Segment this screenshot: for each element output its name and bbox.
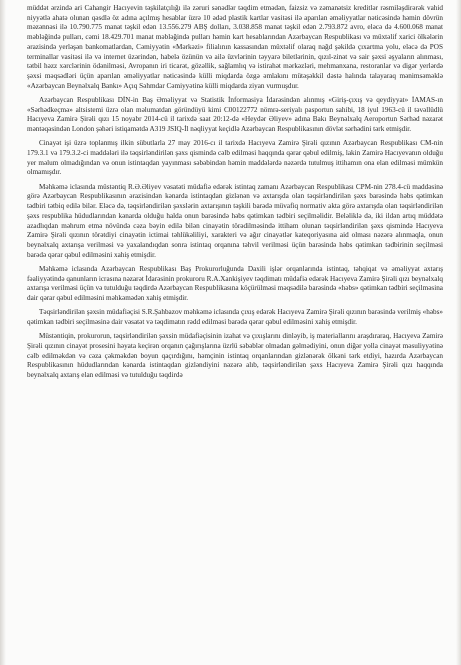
paragraph-border-crossing: Azərbaycan Respublikası DİN-in Baş Əməliyyat və Statistik İnformasiya İdarəsindən alınmış «Giriş-çıxış və qeydiyyat» İAMAS-ın «Sərhədkeçmə» altsistemi üzrə olan məlumatdan göründüyü kimi C00122772 nömrə-seriyalı pasportun sahibi, 18 iyul 1963-cü il təvəllüdlü Hacıyeva Zamirə Şirəli qızı 15 noyabr 2014-cü il tarixdə saat 20:12-də «Heydər Əliyev» adına Bakı Beynəlxalq Aeroportun Sərhəd nəzarət məntəqəsindən London şəhəri istiqamətdə A319 JSIQ-İl nəqliyyat keçidlə Azərbaycan Respublikasının dövlət sərhədini tərk etmişdir. — [27, 95, 443, 134]
paragraph-prosecutor-motion: Məhkəmə iclasında Azərbaycan Respublikası Baş Prokurorluğunda Daxili işlər orqanlarında istintaq, təhqiqat və əməliyyat axtarış fəaliyyətində qanunların icrasına nəzarət İdarəsinin prokuroru R.A.Xankişiyev təqdimatı müdafiə edərək Hacıyeva Zamirə Şirəli qızı beynəlxalq axtarışa verilməsi üçün və tutulduğu təqdirdə Azərbaycan Respublikasına köçürülməsi məqsədilə barəsində «həbs» qətimkan tədbiri seçilməsina dair qərar qəbul edilməsini məhkəmədən xahiş etmişdir. — [27, 264, 443, 303]
paragraph-criminal-case: Cinayət işi üzrə toplanmış ilkin sübutlarla 27 may 2016-cı il tarixdə Hacıyeva Zamirə Şirəli qızının Azərbaycan Respublikası CM-nin 179.3.1 və 179.3.2-ci maddələri ilə təqsirləndirilən şəxs qismində cəlb edilməsi haqqında qərar qəbul edilmiş, lakin Zamirə Hacıyevanın olduğu yer məlum olmadığından və onun istintaqdan yayınması səbəbindən həmin maddələrdə nəzərdə tutulmuş ittihamın ona elan edilməsi mümkün olmamışdır. — [27, 139, 443, 177]
paragraph-investigator-motion: Məhkəmə iclasında müstəntiq R.Ə.Əliyev vəsatəti müdafiə edərək istintaq zamanı Azərbaycan Respublikası CPM-nin 278.4-cü maddəsinə görə Azərbaycan Respublikasının ərazisindən kənarda istintaqdan gizlənən və axtarışda olan təqsirləndirilən şəxs barəsində həbs qətimkan tədbiri tətbiq edilə bilər. Eləcə də, təqsirləndirilən şəxslərin axtarışının təşkili barədə müvafiq normativ akta görə axtarışda olan təqsirləndirilən şəxs respublika hüdudlarından kənarda olduğu halda onun barəsində həbs qətimkan tədbiri seçilməlidir. Beləliklə də, iki ildən artıq müddətə azadlıqdan məhrum etmə növündə cəza bəyin edilə bilən cinayətin törədilməsində ittiham olunan təqsirləndirilən şəxs qismində Hacıyeva Zamirə Şirəli qızının törətdiyi cinayətin ictimai təhlükəliliyi, xarakteri və ağır cinayətlər kateqoriyasına aid olması nəzərə alınmaqla, onun beynəlxalq axtarışa verilməsi və yaxalandıqdan sonra istintaq orqanına təhvil verilməsi üçün barəsində həbs qətimkan tədbirinin seçilməsi barədə qərar qəbul edilməsini xahiş etmişdir. — [27, 182, 443, 259]
paragraph-court-finding: Müstəntiqin, prokurorun, təqsirləndirilən şəxsin müdafiəçisinin izahat və çıxışlarını dinləyib, iş materiallarını araşdıraraq, Hacıyeva Zamirə Şirəli qızının cinayət prosesini həyata keçirən orqanın çağırışlarına üzrlü səbəblər olmadan gəlmədiyini, onun diğər yolla cinayət məsuliyyətinə cəlb edilməkdən və cəza çəkməkdən boyun qaçırdığını, həmçinin istintaq orqanlarından gizlənərək ölkəni tərk etdiyi, hazırda Azərbaycan Respublikasının hüdudlarından kənarda istintaqdan gizləndiyini nəzərə alıb, təqsirləndirilən şəxs Hacıyeva Zamirə Şirəli qızı haqqında beynəlxalq axtarış elan edilməsi və tutulduğu təqdirdə — [27, 332, 443, 380]
paragraph-account-transactions: müddət ərzində ari Cahangir Hacıyevin təşkilatçılığı ilə zəruri sənədlər təqdim etmədən, faizsiz və zəmanətsiz kreditlər rəsmiləşdirərək vahid niyyətlə ahatə olunan qəsdlə öz adına açılmış hesablar üzrə 10 ədəd plastik kartlar vasitəsi ilə aparılan əməliyyatlar nəticəsində həmin dövrün məzənnəsi ilə 10.790.775 manat təşkil edən 13.556.279 ABŞ dolları, 3.038.858 manat təşkil edən 2.793.872 avro, eləcə də 4.600.068 manat məbləğində pulları, cəmi 18.429.701 manat məbləğində pulları həmin kart hesablarından Azərbaycan Respublikası və müxtəlif xarici ölkələrin ərazisində yerləşən bankomatlardan, Cəmiyyətin «Mərkəzi» filialının kassasından müxtəlif olaraq nağd şəkildə çıxartma yolu, eləcə də POS terminallar vasitəsi ilə və internet üzərindən, habelə özünün və ailə üzvlərinin təyyarə biletlərinin, qızıl-zinət və sair şəxsi əşyaların alınması, tətbil həzz xərclərinin ödənilməsi, Avropanın iri ticarət, gözəllik, sağlamlıq və istirahət mərkəzləri, mehmanxana, restoranlar və digər yerlərdə şəxsi məqsədləri üçün aparılan əməliyyatlar nəticəsində külli miqdarda özgə əmlakını mütəşəkkil dəstə halında talayaraq mənimsəməklə «Azərbaycan Beynəlxalq Bankı» Açıq Səhmdar Cəmiyyətinə külli miqdarda ziyan vurmuşdur. — [27, 4, 443, 90]
paragraph-defense-motion: Təqsirləndirilən şəxsin müdafiəçisi S.R.Şahbazov məhkəmə iclasında çıxış edərək Hacıyeva Zamirə Şirəli qızının barəsində verilmiş «həbs» qətimkan tədbiri seçilməsinə dair vəsatət və təqdimatın rədd edilməsi barədə qərar qəbul edilməsini xahiş etmişdir. — [27, 308, 443, 327]
